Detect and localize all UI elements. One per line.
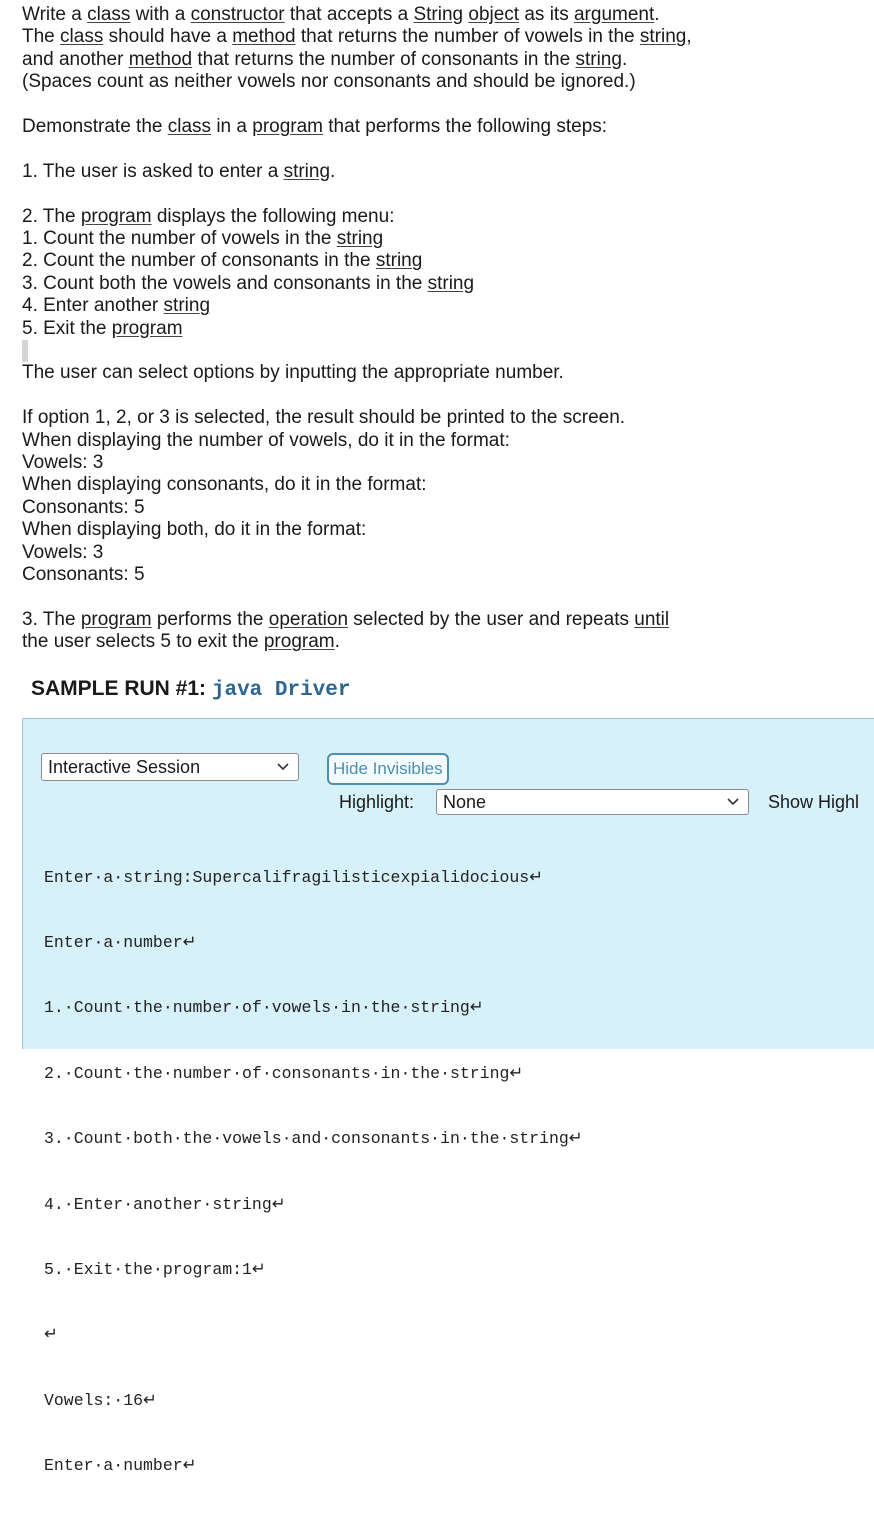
text-cursor-bar (22, 340, 28, 362)
output-line: 1.·Count·the·number·of·vowels·in·the·string↵ (44, 998, 484, 1018)
glossary-link-class[interactable]: class (167, 116, 212, 138)
intro-paragraph: Write a class with a constructor that accepts a String object as its argument. The class should have a method that returns the number of vowels in the string, and another method that returns the number of consonants in the string. (Spaces count as neither vowels nor consonants and should be ignored.) (22, 4, 692, 93)
question-text (22, 4, 862, 654)
glossary-link-argument[interactable]: argument (573, 4, 655, 25)
interactive-session-panel (22, 718, 874, 1476)
glossary-link-string[interactable]: string (283, 160, 331, 182)
output-line: Enter·a·number↵ (44, 932, 197, 952)
glossary-link-class[interactable]: class (60, 26, 104, 48)
output-line: Enter·a·string:Supercalifragilisticexpialidocious↵ (44, 867, 544, 887)
highlight-select[interactable] (436, 789, 749, 815)
show-highlight-toggle[interactable]: Show Highl (768, 792, 860, 812)
glossary-link-string[interactable]: string (427, 272, 475, 294)
glossary-link-method[interactable]: method (128, 48, 193, 70)
glossary-link-program[interactable]: program (80, 608, 152, 630)
session-output (44, 823, 583, 1521)
option-line: Vowels: 3 (22, 452, 104, 474)
highlight-value: None (443, 792, 487, 812)
glossary-link-string[interactable]: string (639, 26, 687, 48)
glossary-link-string[interactable]: string (575, 48, 622, 70)
chevron-down-icon (276, 754, 290, 789)
step-3-cont: the user selects 5 to exit the program. (22, 631, 340, 653)
output-line: 2.·Count·the·number·of·consonants·in·the·string↵ (44, 1063, 524, 1083)
option-line: When displaying consonants, do it in the format: (22, 474, 427, 496)
glossary-link-program[interactable]: program (111, 317, 183, 339)
menu-item-4: 4. Enter another string (22, 295, 211, 317)
session-mode-value: Interactive Session (48, 757, 201, 777)
option-line: Vowels: 3 (22, 541, 104, 563)
menu-item-2: 2. Count the number of consonants in the string (22, 250, 423, 272)
sample-run-heading (31, 677, 350, 702)
step-3: 3. The program performs the operation selected by the user and repeats until (22, 608, 670, 630)
glossary-link-program[interactable]: program (80, 205, 152, 227)
glossary-link-string[interactable]: string (336, 228, 384, 250)
glossary-link-object[interactable]: object (468, 4, 520, 25)
chevron-down-icon (726, 790, 740, 822)
glossary-link-method[interactable]: method (232, 26, 296, 48)
option-line: Consonants: 5 (22, 496, 145, 518)
menu-item-5: 5. Exit the program (22, 317, 183, 339)
option-line: If option 1, 2, or 3 is selected, the result should be printed to the screen. (22, 407, 626, 429)
glossary-link-string[interactable]: string (163, 295, 211, 317)
glossary-link-constructor[interactable]: constructor (190, 4, 285, 25)
step-2: 2. The program displays the following menu: (22, 205, 395, 227)
glossary-link-class[interactable]: class (87, 4, 131, 25)
glossary-link-program[interactable]: program (263, 631, 335, 653)
glossary-link-string[interactable]: String (413, 4, 464, 25)
option-line: When displaying the number of vowels, do it in the format: (22, 429, 510, 451)
output-line: Vowels:·16↵ (44, 1390, 157, 1410)
menu-item-3: 3. Count both the vowels and consonants in the string (22, 272, 475, 294)
option-line: Consonants: 5 (22, 564, 145, 586)
output-line: 4.·Enter·another·string↵ (44, 1194, 286, 1214)
output-line: 5.·Exit·the·program:1↵ (44, 1259, 266, 1279)
glossary-link-program[interactable]: program (252, 116, 323, 138)
session-mode-select[interactable] (41, 753, 299, 781)
output-line: ↵ (44, 1325, 58, 1345)
glossary-link-until[interactable]: until (634, 608, 670, 630)
hide-invisibles-button[interactable]: Hide Invisibles (327, 753, 449, 785)
output-line: Enter·a·number↵ (44, 1456, 197, 1476)
sample-run-label: SAMPLE RUN #1: (31, 677, 212, 700)
option-line: When displaying both, do it in the format: (22, 519, 367, 541)
glossary-link-string[interactable]: string (375, 250, 423, 272)
glossary-link-operation[interactable]: operation (268, 608, 349, 630)
demo-line: Demonstrate the class in a program that performs the following steps: (22, 116, 608, 138)
output-line: 3.·Count·both·the·vowels·and·consonants·in·the·string↵ (44, 1129, 583, 1149)
select-line: The user can select options by inputting the appropriate number. (22, 362, 564, 384)
menu-item-1: 1. Count the number of vowels in the string (22, 228, 384, 250)
sample-run-command: java Driver (211, 679, 351, 702)
highlight-label: Highlight: (339, 792, 415, 812)
step-1: 1. The user is asked to enter a string. (22, 160, 336, 182)
